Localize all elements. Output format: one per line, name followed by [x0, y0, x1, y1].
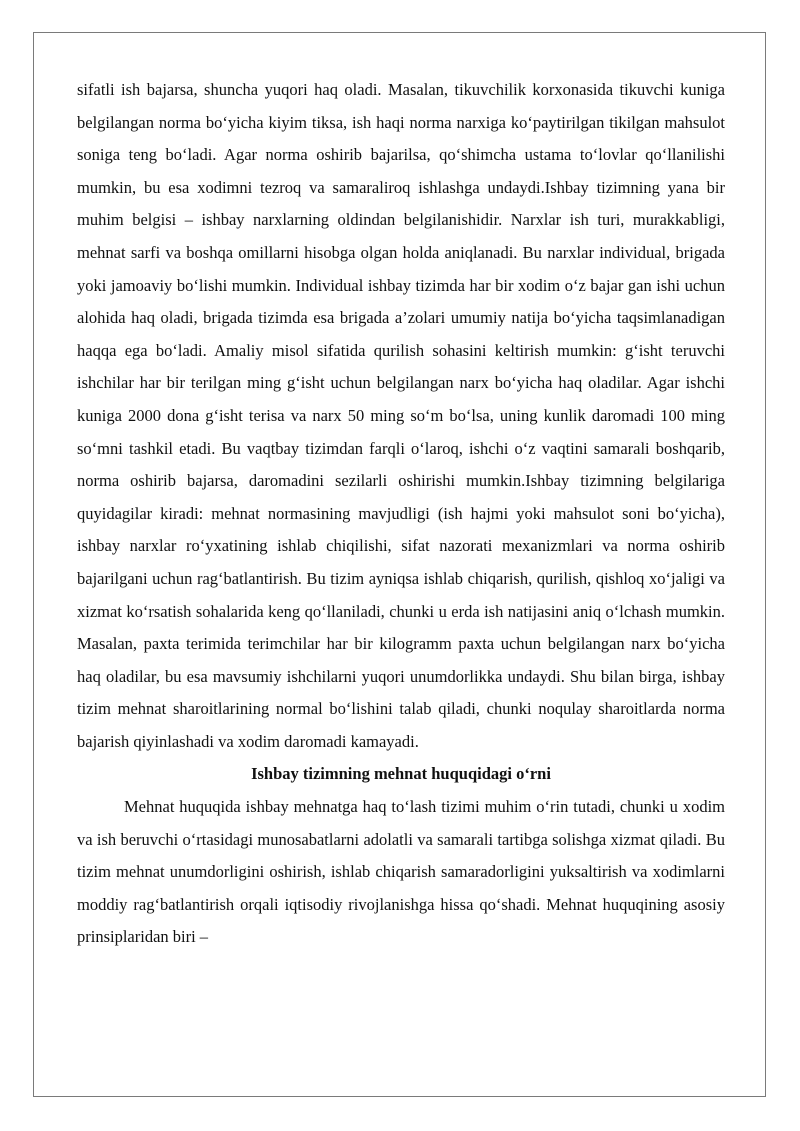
document-body — [77, 74, 725, 954]
body-paragraph: Mehnat huquqida ishbay mehnatga haq to‘lash tizimi muhim o‘rin tutadi, chunki u xodim va ish beruvchi o‘rtasidagi munosabatlarni adolatli va samarali tartibga solishga xizmat qiladi. Bu tizim mehnat unumdorligini oshirish, ishlab chiqarish samaradorligini yuksaltirish va xodimlarni moddiy rag‘batlantirish orqali iqtisodiy rivojlanishga hissa qo‘shadi. Mehnat huquqining asosiy prinsiplaridan biri – — [77, 797, 725, 947]
body-paragraph: sifatli ish bajarsa, shuncha yuqori haq oladi. Masalan, tikuvchilik korxonasida tikuvchi kuniga belgilangan norma bo‘yicha kiyim tiksa, ish haqi norma narxiga ko‘paytirilgan tikilgan mahsulot soniga teng bo‘ladi. Agar norma oshirib bajarilsa, qo‘shimcha ustama to‘lovlar qo‘llanilishi mumkin, bu esa xodimni tezroq va samaraliroq ishlashga undaydi.Ishbay tizimning yana bir muhim belgisi – ishbay narxlarning oldindan belgilanishidir. Narxlar ish turi, murakkabligi, mehnat sarfi va boshqa omillarni hisobga olgan holda aniqlanadi. Bu narxlar individual, brigada yoki jamoaviy bo‘lishi mumkin. Individual ishbay tizimda har bir xodim o‘z bajar gan ishi uchun alohida haq oladi, brigada tizimda esa brigada a’zolari umumiy natija bo‘yicha taqsimlanadigan haqqa ega bo‘ladi. Amaliy misol sifatida qurilish sohasini keltirish mumkin: g‘isht teruvchi ishchilar har bir terilgan ming g‘isht uchun belgilangan narx bo‘yicha haq oladilar. Agar ishchi kuniga 2000 dona g‘isht terisa va narx 50 ming so‘m bo‘lsa, uning kunlik daromadi 100 ming so‘mni tashkil etadi. Bu vaqtbay tizimdan farqli o‘laroq, ishchi o‘z vaqtini samarali boshqarib, norma oshirib bajarsa, daromadini sezilarli oshirishi mumkin.Ishbay tizimning belgilariga quyidagilar kiradi: mehnat normasining mavjudligi (ish hajmi yoki mahsulot soni bo‘yicha), ishbay narxlar ro‘yxatining ishlab chiqilishi, sifat nazorati mexanizmlari va norma oshirib bajarilgani uchun rag‘batlantirish. Bu tizim ayniqsa ishlab chiqarish, qurilish, qishloq xo‘jaligi va xizmat ko‘rsatish sohalarida keng qo‘llaniladi, chunki u erda ish natijasini aniq o‘lchash mumkin. Masalan, paxta terimida terimchilar har bir kilogramm paxta uchun belgilangan narx bo‘yicha haq oladilar, bu esa mavsumiy ishchilarni yuqori unumdorlikka undaydi. Shu bilan birga, ishbay tizim mehnat sharoitlarining normal bo‘lishini talab qiladi, chunki noqulay sharoitlarda norma bajarish qiyinlashadi va xodim daromadi kamayadi. — [77, 80, 725, 751]
section-heading: Ishbay tizimning mehnat huquqidagi o‘rni — [251, 764, 551, 784]
